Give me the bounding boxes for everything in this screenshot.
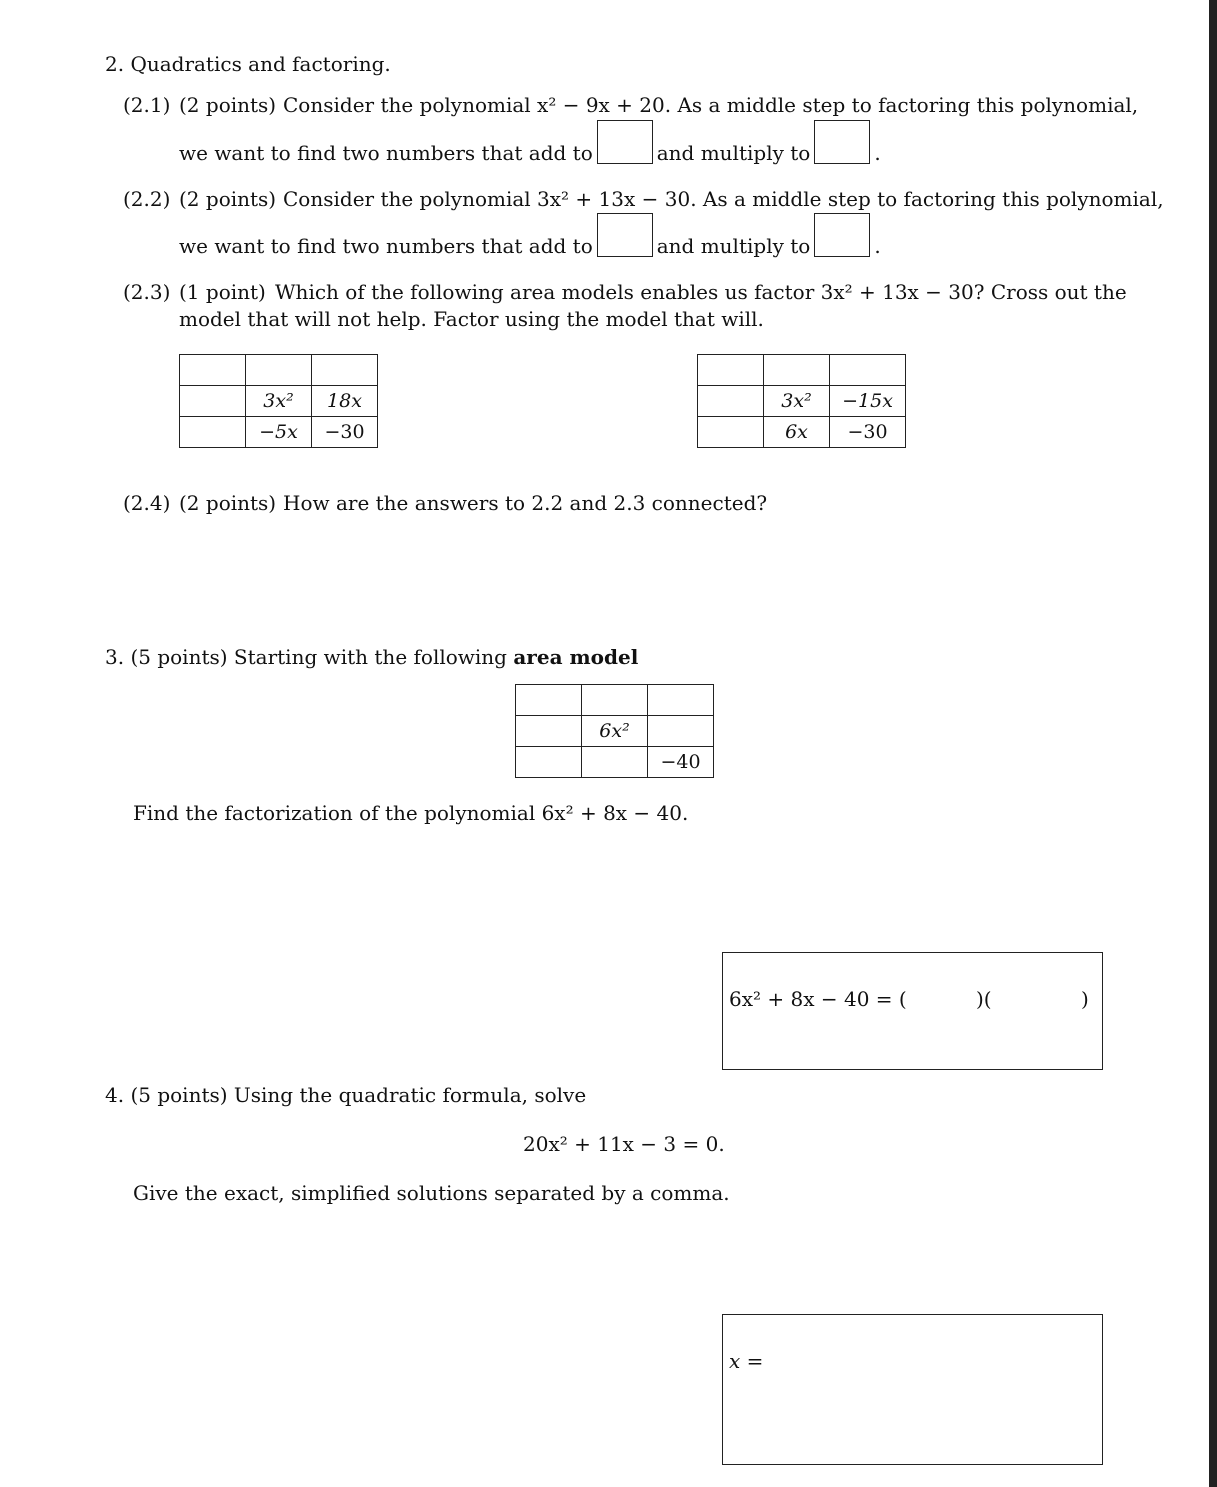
q3-prompt: Find the factorization of the polynomial 6x² + 8x − 40. (133, 801, 689, 825)
model-cell (516, 747, 582, 778)
q3-answer-mid: )( (976, 987, 992, 1011)
model-cell (698, 386, 764, 417)
model-cell (180, 386, 246, 417)
model-cell (648, 685, 714, 716)
q3-heading-text: 3. (5 points) Starting with the following (105, 645, 514, 669)
model-cell: −40 (648, 747, 714, 778)
model-cell (516, 716, 582, 747)
area-model-left (179, 354, 378, 448)
q3-answer-lhs: 6x² + 8x − 40 = ( (729, 987, 907, 1011)
model-cell (582, 685, 648, 716)
q2-1-answer-line (179, 120, 881, 165)
q2-1-product-box[interactable] (814, 120, 870, 164)
q2-2-points: (2 points) (179, 187, 277, 211)
area-model-right (697, 354, 906, 448)
model-cell (698, 355, 764, 386)
q4-answer-label: x = (729, 1349, 764, 1373)
q2-3-text-cont: model that will not help. Factor using the model that will. (179, 307, 764, 331)
q2-2-middle: and multiply to (656, 234, 811, 258)
q2-2-answer-line (179, 213, 881, 258)
q2-1-sum-box[interactable] (597, 120, 653, 164)
q3-answer-end: ) (1081, 987, 1089, 1011)
model-cell (180, 355, 246, 386)
model-cell (180, 417, 246, 448)
model-cell (312, 355, 378, 386)
q2-3-text: Which of the following area models enables us factor 3x² + 13x − 30? Cross out the (275, 280, 1127, 304)
page-edge-bar (1209, 0, 1217, 1487)
q2-2-text: Consider the polynomial 3x² + 13x − 30. As a middle step to factoring this polynomial, (283, 187, 1164, 211)
q4-equation: 20x² + 11x − 3 = 0. (523, 1132, 725, 1156)
q3-heading (105, 645, 638, 669)
model-cell: −5x (246, 417, 312, 448)
area-model-q3 (515, 684, 714, 778)
q2-2-suffix: . (874, 234, 881, 258)
q2-4-text: How are the answers to 2.2 and 2.3 connected? (283, 491, 768, 515)
q2-2-sum-box[interactable] (597, 213, 653, 257)
q2-1-number: (2.1) (123, 93, 171, 117)
model-cell (516, 685, 582, 716)
model-cell (764, 355, 830, 386)
q3-answer-box[interactable] (722, 952, 1103, 1070)
model-cell: −30 (312, 417, 378, 448)
q2-2-prefix: we want to find two numbers that add to (179, 234, 593, 258)
model-cell: 6x² (582, 716, 648, 747)
q2-1-text: Consider the polynomial x² − 9x + 20. As a middle step to factoring this polynomial, (283, 93, 1139, 117)
q2-3-number: (2.3) (123, 280, 171, 304)
q2-1-points: (2 points) (179, 93, 277, 117)
model-cell (698, 417, 764, 448)
model-cell (648, 716, 714, 747)
q2-2-product-box[interactable] (814, 213, 870, 257)
model-cell: 3x² (764, 386, 830, 417)
model-cell: 18x (312, 386, 378, 417)
model-cell (246, 355, 312, 386)
q4-answer-box[interactable] (722, 1314, 1103, 1465)
model-cell: 6x (764, 417, 830, 448)
q3-heading-bold: area model (513, 645, 639, 669)
q2-4-points: (2 points) (179, 491, 277, 515)
model-cell (582, 747, 648, 778)
q2-heading: 2. Quadratics and factoring. (105, 52, 391, 76)
q2-1-suffix: . (874, 141, 881, 165)
q2-4-number: (2.4) (123, 491, 171, 515)
q2-1-middle: and multiply to (656, 141, 811, 165)
model-cell: 3x² (246, 386, 312, 417)
model-cell: −30 (830, 417, 906, 448)
q2-1-prefix: we want to find two numbers that add to (179, 141, 593, 165)
q4-instructions: Give the exact, simplified solutions separated by a comma. (133, 1181, 730, 1205)
q2-2-number: (2.2) (123, 187, 171, 211)
model-cell: −15x (830, 386, 906, 417)
q4-heading: 4. (5 points) Using the quadratic formula, solve (105, 1083, 587, 1107)
model-cell (830, 355, 906, 386)
q2-3-points: (1 point) (179, 280, 266, 304)
